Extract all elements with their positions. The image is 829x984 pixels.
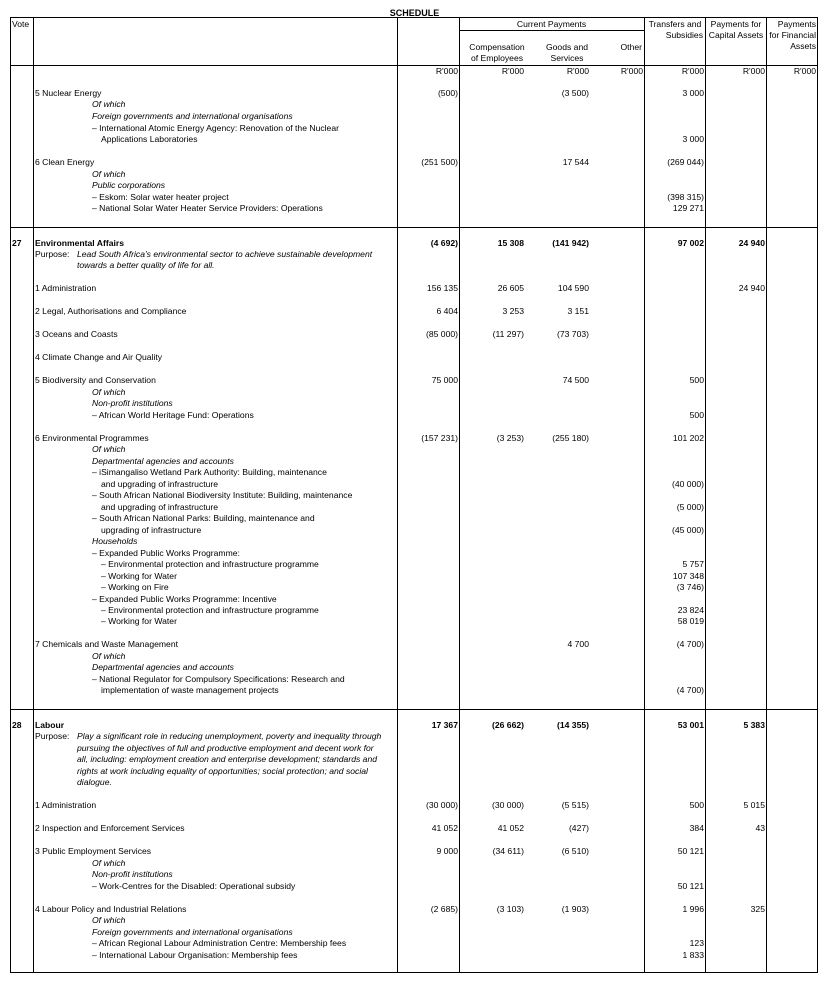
cell-comp: 41 052 xyxy=(497,823,524,833)
row-label: 3 Oceans and Coasts xyxy=(35,329,118,339)
cell-transfers: 1 996 xyxy=(682,904,704,914)
schedule-title: SCHEDULE xyxy=(389,8,440,18)
row-label: and upgrading of infrastructure xyxy=(101,502,219,512)
row-label: – Working for Water xyxy=(101,616,177,626)
purpose-text: Play a significant role in reducing unemployment, poverty and inequality through xyxy=(77,731,382,741)
row-label: – African Regional Labour Administration Centre: Membership fees xyxy=(92,938,347,948)
row-label: and upgrading of infrastructure xyxy=(101,479,219,489)
row-label: Non-profit institutions xyxy=(92,869,173,879)
header-other: Other xyxy=(620,42,642,52)
header-transfers-2: Subsidies xyxy=(665,30,703,40)
cell-capital: 24 940 xyxy=(738,238,765,248)
cell-goods: 74 500 xyxy=(562,375,589,385)
cell-goods: (141 942) xyxy=(552,238,589,248)
cell-transfers: 1 833 xyxy=(682,950,704,960)
cell-goods: (5 515) xyxy=(561,800,589,810)
purpose-text: rights at work including equality of opportunities; social protection; and social xyxy=(77,766,368,776)
cell-goods: 104 590 xyxy=(557,283,589,293)
row-label: – Environmental protection and infrastructure programme xyxy=(101,559,319,569)
row-label: – International Labour Organisation: Membership fees xyxy=(92,950,298,960)
cell-goods: 4 700 xyxy=(567,639,589,649)
row-label: – Work-Centres for the Disabled: Operational subsidy xyxy=(92,881,296,891)
header-financial-2: for Financial xyxy=(769,30,816,40)
purpose-label: Purpose: xyxy=(35,731,70,741)
cell-total: 156 135 xyxy=(426,283,458,293)
cell-comp: 26 605 xyxy=(497,283,524,293)
cell-total: (4 692) xyxy=(430,238,458,248)
cell-total: 41 052 xyxy=(431,823,458,833)
row-label: Public corporations xyxy=(92,180,166,190)
row-label: Of which xyxy=(92,99,126,109)
cell-capital: 5 383 xyxy=(743,720,765,730)
header-comp-1: Compensation xyxy=(469,42,525,52)
row-label: – Expanded Public Works Programme: Incentive xyxy=(92,594,277,604)
row-label: Households xyxy=(92,536,138,546)
row-label: implementation of waste management projects xyxy=(101,685,279,695)
cell-goods: 3 151 xyxy=(567,306,589,316)
row-label: Foreign governments and international organisations xyxy=(92,927,293,937)
cell-comp: 3 253 xyxy=(502,306,524,316)
vote-title: Labour xyxy=(35,720,65,730)
row-label: Foreign governments and international organisations xyxy=(92,111,293,121)
row-label: – National Regulator for Compulsory Specifications: Research and xyxy=(92,674,345,684)
row-label: 3 Public Employment Services xyxy=(35,846,152,856)
row-label: Departmental agencies and accounts xyxy=(92,456,234,466)
vote-27-top-rule xyxy=(10,227,818,228)
row-label: 5 Biodiversity and Conservation xyxy=(35,375,156,385)
purpose-text: all, including: employment creation and enterprise development; standards and xyxy=(77,754,378,764)
row-label: Of which xyxy=(92,169,126,179)
cell-comp: (3 253) xyxy=(496,433,524,443)
cell-transfers: (4 700) xyxy=(676,639,704,649)
unit-goods: R'000 xyxy=(566,66,589,76)
cell-total: (2 685) xyxy=(430,904,458,914)
cell-transfers: 97 002 xyxy=(677,238,704,248)
cell-transfers: 500 xyxy=(689,800,704,810)
vote-title: Environmental Affairs xyxy=(35,238,124,248)
row-label: 7 Chemicals and Waste Management xyxy=(35,639,178,649)
cell-transfers: (398 315) xyxy=(667,192,704,202)
cell-total: (251 500) xyxy=(421,157,458,167)
cell-total: 75 000 xyxy=(431,375,458,385)
header-comp-2: of Employees xyxy=(470,53,524,63)
cell-total: 9 000 xyxy=(436,846,458,856)
cell-total: (30 000) xyxy=(425,800,458,810)
row-label: 2 Legal, Authorisations and Compliance xyxy=(35,306,187,316)
cell-capital: 24 940 xyxy=(738,283,765,293)
row-label: – South African National Parks: Building, maintenance and xyxy=(92,513,315,523)
row-label: Non-profit institutions xyxy=(92,398,173,408)
cell-transfers: 53 001 xyxy=(677,720,704,730)
row-label: 1 Administration xyxy=(35,800,97,810)
cell-goods: (73 703) xyxy=(556,329,589,339)
cell-capital: 5 015 xyxy=(743,800,765,810)
header-current-payments: Current Payments xyxy=(516,19,587,29)
row-label: – National Solar Water Heater Service Providers: Operations xyxy=(92,203,323,213)
row-label: – International Atomic Energy Agency: Renovation of the Nuclear xyxy=(92,123,339,133)
row-label: – African World Heritage Fund: Operations xyxy=(92,410,254,420)
row-label: – South African National Biodiversity Institute: Building, maintenance xyxy=(92,490,353,500)
col-divider-vote xyxy=(33,17,34,973)
cell-transfers: 101 202 xyxy=(672,433,704,443)
purpose-text: towards a better quality of life for all. xyxy=(77,260,215,270)
col-divider-financial xyxy=(766,17,767,973)
row-label: 4 Labour Policy and Industrial Relations xyxy=(35,904,187,914)
cell-comp: (34 611) xyxy=(492,846,524,856)
unit-other: R'000 xyxy=(620,66,643,76)
cell-goods: 17 544 xyxy=(562,157,589,167)
cell-comp: (11 297) xyxy=(492,329,524,339)
cell-total: 6 404 xyxy=(436,306,458,316)
row-label: – Working for Water xyxy=(101,571,177,581)
vote-number: 27 xyxy=(12,238,22,248)
cell-transfers: 3 000 xyxy=(682,134,704,144)
cell-goods: (427) xyxy=(568,823,589,833)
row-label: – Working on Fire xyxy=(101,582,169,592)
cell-transfers: 500 xyxy=(689,410,704,420)
cell-transfers: 58 019 xyxy=(677,616,704,626)
purpose-text: dialogue. xyxy=(77,777,112,787)
row-label: 6 Clean Energy xyxy=(35,157,95,167)
cell-transfers: 23 824 xyxy=(677,605,704,615)
vote-28-top-rule xyxy=(10,709,818,710)
cell-transfers: 107 348 xyxy=(672,571,704,581)
row-label: 1 Administration xyxy=(35,283,97,293)
cell-transfers: 123 xyxy=(689,938,704,948)
current-payments-rule xyxy=(459,30,644,31)
row-label: Of which xyxy=(92,651,126,661)
cell-capital: 325 xyxy=(750,904,765,914)
cell-transfers: (5 000) xyxy=(676,502,704,512)
unit-total: R'000 xyxy=(435,66,458,76)
purpose-label: Purpose: xyxy=(35,249,70,259)
cell-transfers: (4 700) xyxy=(676,685,704,695)
row-label: 2 Inspection and Enforcement Services xyxy=(35,823,185,833)
cell-comp: (26 662) xyxy=(491,720,524,730)
row-label: Applications Laboratories xyxy=(101,134,198,144)
unit-comp: R'000 xyxy=(501,66,524,76)
row-label: 4 Climate Change and Air Quality xyxy=(35,352,163,362)
header-capital-1: Payments for xyxy=(710,19,762,29)
header-capital-2: Capital Assets xyxy=(708,30,764,40)
row-label: – Eskom: Solar water heater project xyxy=(92,192,229,202)
cell-transfers: 384 xyxy=(689,823,704,833)
row-label: 6 Environmental Programmes xyxy=(35,433,149,443)
cell-capital: 43 xyxy=(755,823,765,833)
cell-total: 17 367 xyxy=(431,720,458,730)
cell-goods: (255 180) xyxy=(552,433,589,443)
cell-total: (157 231) xyxy=(421,433,458,443)
row-label: Departmental agencies and accounts xyxy=(92,662,234,672)
row-label: Of which xyxy=(92,444,126,454)
cell-transfers: (269 044) xyxy=(667,157,704,167)
cell-comp: (30 000) xyxy=(491,800,524,810)
header-financial-1: Payments xyxy=(777,19,816,29)
row-label: – iSimangaliso Wetland Park Authority: Building, maintenance xyxy=(92,467,327,477)
row-label: – Environmental protection and infrastructure programme xyxy=(101,605,319,615)
cell-total: (85 000) xyxy=(425,329,458,339)
cell-transfers: 500 xyxy=(689,375,704,385)
header-financial-3: Assets xyxy=(790,41,816,51)
cell-transfers: 50 121 xyxy=(677,881,704,891)
cell-total: (500) xyxy=(437,88,458,98)
header-goods-1: Goods and xyxy=(545,42,589,52)
cell-transfers: 5 757 xyxy=(682,559,704,569)
header-vote: Vote xyxy=(12,19,30,29)
cell-transfers: 129 271 xyxy=(672,203,704,213)
cell-goods: (1 903) xyxy=(561,904,589,914)
unit-financial: R'000 xyxy=(793,66,816,76)
row-label: Of which xyxy=(92,387,126,397)
row-label: Of which xyxy=(92,858,126,868)
cell-transfers: (40 000) xyxy=(671,479,704,489)
row-label: upgrading of infrastructure xyxy=(101,525,202,535)
cell-goods: (3 500) xyxy=(561,88,589,98)
row-label: 5 Nuclear Energy xyxy=(35,88,102,98)
row-label: – Expanded Public Works Programme: xyxy=(92,548,240,558)
cell-transfers: 3 000 xyxy=(682,88,704,98)
unit-transfers: R'000 xyxy=(681,66,704,76)
cell-transfers: (45 000) xyxy=(671,525,704,535)
row-label: Of which xyxy=(92,915,126,925)
unit-capital: R'000 xyxy=(742,66,765,76)
cell-goods: (14 355) xyxy=(556,720,589,730)
purpose-text: Lead South Africa's environmental sector to achieve sustainable development xyxy=(77,249,373,259)
cell-transfers: 50 121 xyxy=(677,846,704,856)
vote-number: 28 xyxy=(12,720,22,730)
cell-transfers: (3 746) xyxy=(676,582,704,592)
cell-goods: (6 510) xyxy=(561,846,589,856)
purpose-text: pursuing the objectives of full and productive employment and decent work for xyxy=(77,743,374,753)
header-goods-2: Services xyxy=(550,53,584,63)
header-transfers-1: Transfers and xyxy=(648,19,702,29)
cell-comp: (3 103) xyxy=(496,904,524,914)
cell-comp: 15 308 xyxy=(497,238,524,248)
